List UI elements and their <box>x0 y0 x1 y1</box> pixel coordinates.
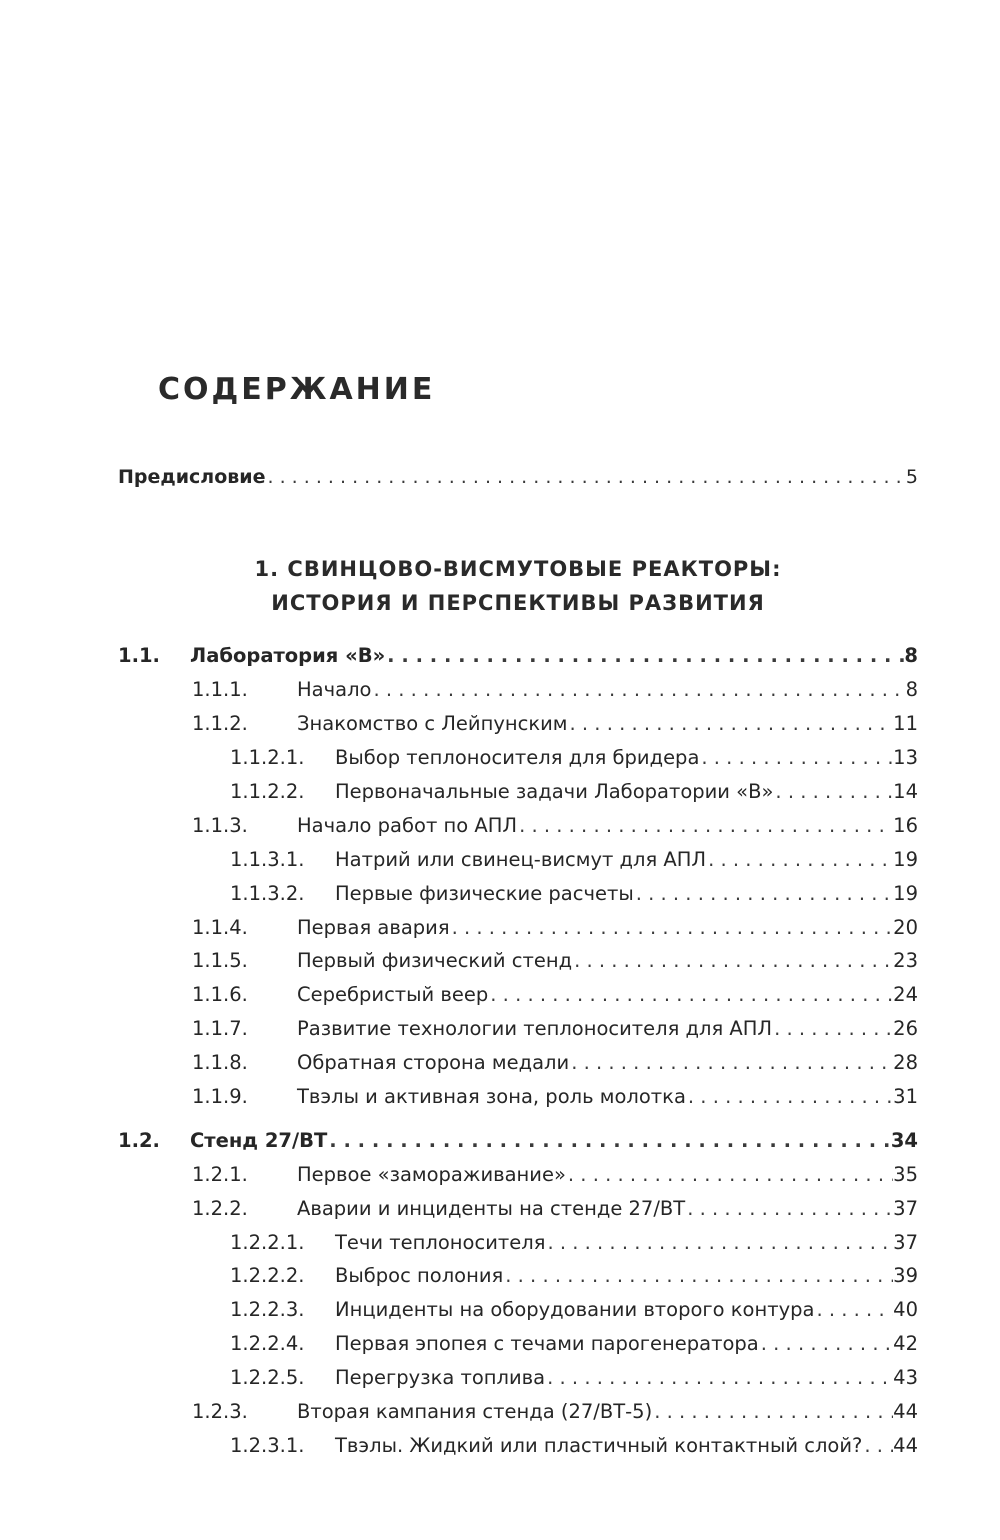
entry-page: 8 <box>904 644 918 668</box>
toc-entry[interactable] <box>118 1259 918 1293</box>
entry-page: 31 <box>893 1085 918 1109</box>
leader-dots <box>488 983 893 1006</box>
entry-title: Аварии и инциденты на стенде 27/ВТ <box>297 1196 686 1220</box>
entry-number: 1.2.3. <box>192 1400 248 1424</box>
leader-dots <box>814 1298 893 1321</box>
entry-page: 13 <box>893 746 918 770</box>
entry-title: Первый физический стенд <box>297 949 573 973</box>
entry-title: Натрий или свинец-висмут для АПЛ <box>335 847 707 871</box>
leader-dots <box>503 1264 893 1287</box>
chapter-heading-line-1: 1. СВИНЦОВО-ВИСМУТОВЫЕ РЕАКТОРЫ: <box>254 557 782 581</box>
entry-title: Обратная сторона медали <box>297 1051 570 1075</box>
toc-entry[interactable] <box>118 876 918 910</box>
leader-dots <box>450 916 894 939</box>
entry-title: Развитие технологии теплоносителя для АПЛ <box>297 1017 773 1041</box>
leader-dots <box>327 1129 891 1152</box>
entry-number: 1.1. <box>118 644 160 668</box>
entry-number: 1.1.3.2. <box>230 881 305 905</box>
entry-number: 1.1.1. <box>192 678 248 702</box>
entry-page: 19 <box>893 881 918 905</box>
entry-page: 44 <box>893 1433 918 1457</box>
toc-entry[interactable] <box>118 1293 918 1327</box>
leader-dots <box>266 466 906 488</box>
toc-entry[interactable] <box>118 1191 918 1225</box>
leader-dots <box>545 1231 893 1254</box>
entry-number: 1.1.4. <box>192 915 248 939</box>
leader-dots <box>545 1366 893 1389</box>
entry-title: Инциденты на оборудовании второго контура <box>335 1298 815 1322</box>
entry-title: Стенд 27/ВТ <box>190 1128 328 1152</box>
entry-page: 24 <box>893 983 918 1007</box>
entry-title: Течи теплоносителя <box>335 1230 546 1254</box>
entry-title: Твэлы. Жидкий или пластичный контактный слой? <box>335 1433 863 1457</box>
entry-number: 1.1.7. <box>192 1017 248 1041</box>
toc-entry[interactable] <box>118 978 918 1012</box>
toc-entry-preface[interactable] <box>118 466 918 488</box>
entry-page: 8 <box>905 678 918 702</box>
toc-entry[interactable] <box>118 1123 918 1157</box>
entry-page: 14 <box>893 780 918 803</box>
toc-entry[interactable] <box>118 639 918 673</box>
entry-page: 20 <box>893 915 918 939</box>
leader-dots <box>572 949 893 972</box>
entry-number: 1.2.2.4. <box>230 1332 305 1356</box>
entry-number: 1.1.2.1. <box>230 746 305 770</box>
entry-page: 23 <box>893 949 918 973</box>
toc-list <box>118 639 918 1462</box>
entry-title: Лаборатория «В» <box>190 644 386 668</box>
toc-entry[interactable] <box>118 741 918 775</box>
entry-page: 28 <box>893 1051 918 1075</box>
leader-dots <box>773 780 893 803</box>
entry-page: 37 <box>893 1230 918 1254</box>
entry-number: 1.1.2. <box>192 712 248 736</box>
toc-entry[interactable] <box>118 910 918 944</box>
leader-dots <box>371 678 905 701</box>
leader-dots <box>517 814 893 837</box>
entry-page: 35 <box>893 1162 918 1186</box>
entry-number: 1.2. <box>118 1128 160 1152</box>
entry-page: 11 <box>893 712 918 736</box>
entry-number: 1.1.5. <box>192 949 248 973</box>
leader-dots <box>568 712 894 735</box>
toc-entry[interactable] <box>118 1046 918 1080</box>
entry-number: 1.1.6. <box>192 983 248 1007</box>
entry-number: 1.2.2. <box>192 1196 248 1220</box>
toc-entry[interactable] <box>118 1428 918 1462</box>
entry-title: Перегрузка топлива <box>335 1366 546 1390</box>
entry-number: 1.2.1. <box>192 1162 248 1186</box>
chapter-heading-line-2: ИСТОРИЯ И ПЕРСПЕКТИВЫ РАЗВИТИЯ <box>271 591 765 615</box>
leader-dots <box>385 644 904 667</box>
toc-entry[interactable] <box>118 1361 918 1395</box>
entry-title: Выбор теплоносителя для бридера <box>335 746 700 770</box>
entry-title: Начало работ по АПЛ <box>297 813 518 837</box>
entry-page: 40 <box>893 1298 918 1322</box>
toc-entry[interactable] <box>118 1080 918 1114</box>
entry-page: 44 <box>893 1400 918 1424</box>
toc-entry[interactable] <box>118 1327 918 1361</box>
entry-number: 1.2.2.5. <box>230 1366 305 1390</box>
entry-title: Выброс полония <box>335 1264 504 1288</box>
entry-title: Первая авария <box>297 915 450 939</box>
entry-title: Первое «замораживание» <box>297 1162 566 1186</box>
toc-entry[interactable] <box>118 775 918 809</box>
toc-entry[interactable] <box>118 808 918 842</box>
toc-entry[interactable] <box>118 707 918 741</box>
entry-title: Предисловие <box>118 466 266 488</box>
chapter-heading <box>118 552 918 620</box>
leader-dots <box>699 746 893 769</box>
toc-entry[interactable] <box>118 944 918 978</box>
toc-entry[interactable] <box>118 1157 918 1191</box>
entry-page: 37 <box>893 1196 918 1220</box>
entry-number: 1.2.2.3. <box>230 1298 305 1322</box>
toc-entry[interactable] <box>118 842 918 876</box>
entry-page: 16 <box>893 813 918 837</box>
entry-number: 1.1.8. <box>192 1051 248 1075</box>
entry-page: 39 <box>893 1264 918 1288</box>
entry-title: Знакомство с Лейпунским <box>297 712 568 736</box>
page-title: СОДЕРЖАНИЕ <box>158 372 436 407</box>
entry-number: 1.2.2.1. <box>230 1230 305 1254</box>
entry-number: 1.2.3.1. <box>230 1433 305 1457</box>
leader-dots <box>634 882 893 905</box>
entry-number: 1.1.2.2. <box>230 780 305 803</box>
entry-number: 1.1.9. <box>192 1085 248 1109</box>
entry-number: 1.1.3.1. <box>230 847 305 871</box>
leader-dots <box>652 1400 893 1423</box>
entry-page: 43 <box>893 1366 918 1390</box>
toc-entry[interactable] <box>118 1012 918 1046</box>
leader-dots <box>686 1085 893 1108</box>
entry-title: Первая эпопея с течами парогенератора <box>335 1332 759 1356</box>
leader-dots <box>706 848 893 871</box>
entry-title: Вторая кампания стенда (27/ВТ-5) <box>297 1400 653 1424</box>
entry-page: 34 <box>890 1128 918 1152</box>
toc-entry[interactable] <box>118 1395 918 1429</box>
leader-dots <box>759 1332 893 1355</box>
entry-title: Первоначальные задачи Лаборатории «В» <box>335 780 774 803</box>
entry-page: 19 <box>893 847 918 871</box>
toc-entry[interactable] <box>118 1225 918 1259</box>
leader-dots <box>772 1017 893 1040</box>
entry-title: Начало <box>297 678 372 702</box>
toc-entry[interactable] <box>118 673 918 707</box>
leader-dots <box>569 1051 893 1074</box>
entry-title: Твэлы и активная зона, роль молотка <box>297 1085 686 1109</box>
entry-number: 1.1.3. <box>192 813 248 837</box>
leader-dots <box>685 1197 893 1220</box>
entry-title: Первые физические расчеты <box>335 881 634 905</box>
entry-page: 42 <box>893 1332 918 1356</box>
entry-page: 5 <box>905 466 918 488</box>
leader-dots <box>862 1434 893 1457</box>
entry-number: 1.2.2.2. <box>230 1264 305 1288</box>
leader-dots <box>566 1163 893 1186</box>
entry-page: 26 <box>893 1017 918 1041</box>
entry-title: Серебристый веер <box>297 983 489 1007</box>
